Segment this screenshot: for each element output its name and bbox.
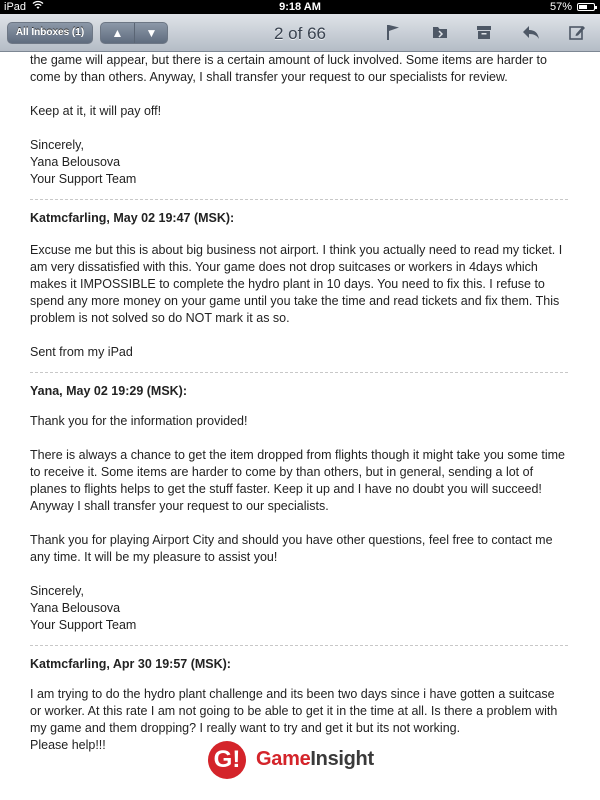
message-paragraph: There is always a chance to get the item dropped from flights though it might take you some time to receive it. Some items are harder to come by than others, but in general, sending a lot of planes to flights helps to get the stuff faster. Keep it up and I have no doubt you will succeed! Anyway I shall transfer your request to our specialists.	[30, 448, 565, 513]
mail-toolbar	[0, 14, 600, 52]
folder-icon[interactable]	[429, 23, 451, 43]
previous-message-button[interactable]: ▲	[101, 23, 135, 43]
status-bar	[0, 0, 600, 14]
message-header: Yana, May 02 19:29 (MSK):	[30, 384, 188, 398]
message-paragraph: I am trying to do the hydro plant challenge and its been two days since i have gotten a suitcase or worker. At this rate I am not going to be able to get it in the time at all. Is there a problem with my game and them dropping? I really want to try and get it but its not working.	[30, 687, 558, 735]
message-footer: Sent from my iPad	[30, 345, 133, 359]
signature-line: Yana Belousova	[30, 601, 121, 615]
signature-line: Your Support Team	[30, 618, 137, 632]
signature-line: Sincerely,	[30, 584, 84, 598]
next-message-button[interactable]: ▼	[145, 26, 158, 40]
battery-percent: 57%	[549, 1, 572, 13]
compose-icon[interactable]	[566, 23, 588, 43]
message-paragraph: Thank you for the information provided!	[30, 414, 248, 428]
logo-text	[256, 748, 374, 771]
signature-line: Sincerely,	[30, 138, 84, 152]
message-paragraph: Excuse me but this is about big business not airport. I think you actually need to read my ticket. I am very dissatisfied with this. Your game does not drop suitcases or workers in 4days which makes it IMPOSSIBLE to complete the hydro plant in 10 days. You need to fix this. I refuse to spend any more money on your game until you take the time and read tickets and fix them. This problem is not solved so do NOT mark it as so.	[30, 243, 563, 325]
message-footer: Please help!!!	[30, 738, 106, 752]
battery-icon	[577, 3, 595, 11]
logo-mark: G!	[208, 741, 246, 779]
message-paragraph: Thank you for playing Airport City and should you have other questions, feel free to contact me any time. It will be my pleasure to assist you!	[30, 533, 553, 564]
clock: 9:18 AM	[279, 1, 321, 13]
message-counter: 2 of 66	[274, 24, 326, 43]
flag-icon[interactable]	[382, 23, 404, 43]
signature-line: Yana Belousova	[30, 155, 121, 169]
logo-text-insight: Insight	[310, 748, 374, 770]
message-paragraph: Keep at it, it will pay off!	[30, 104, 162, 118]
message-header: Katmcfarling, Apr 30 19:57 (MSK):	[30, 657, 231, 671]
reply-icon[interactable]	[520, 23, 542, 43]
message-paragraph: the game will appear, but there is a certain amount of luck involved. Some items are harder to come by than others. Anyway, I shall transfer your request to our specialists for review.	[30, 53, 547, 84]
signature-line: Your Support Team	[30, 172, 137, 186]
carrier-label: iPad	[4, 1, 27, 13]
gameinsight-logo	[208, 741, 408, 781]
message-header: Katmcfarling, May 02 19:47 (MSK):	[30, 211, 235, 225]
all-inboxes-button[interactable]: All Inboxes (1)	[7, 22, 93, 44]
archive-icon[interactable]	[473, 23, 495, 43]
logo-text-game: Game	[256, 748, 311, 770]
email-thread	[30, 52, 568, 754]
